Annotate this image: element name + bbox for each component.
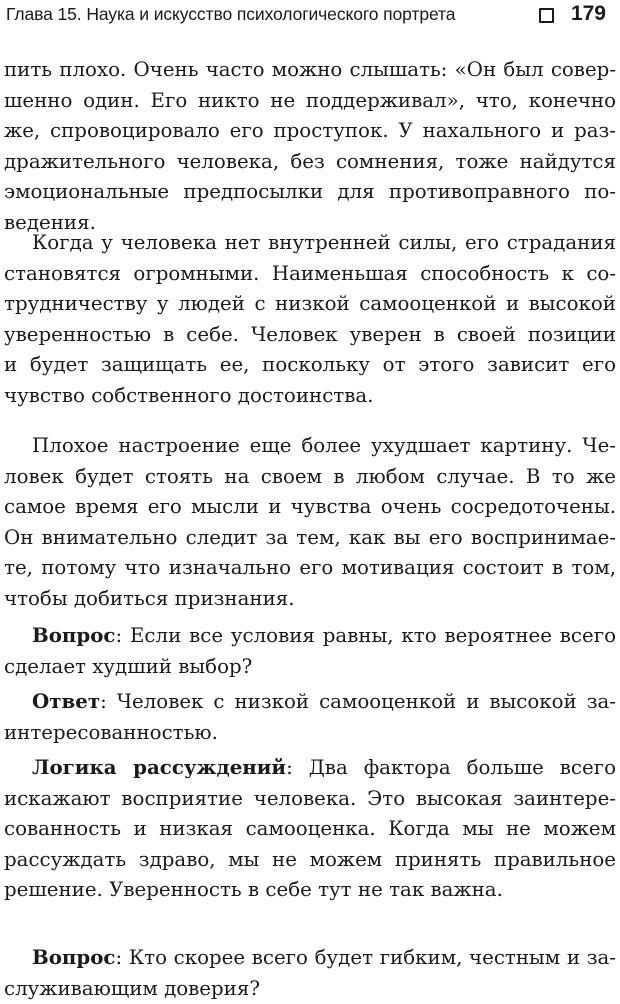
text-line: интересованностью. xyxy=(4,720,218,744)
question-text: : Кто скорее всего будет гибким, честным и за- xyxy=(115,946,616,969)
text-line xyxy=(4,942,616,974)
text-line: трудничеству у людей с низкой самооценкой и высокой xyxy=(4,292,616,316)
text-line: сованность и низкая самооценка. Когда мы не можем xyxy=(4,817,616,841)
question-label: Вопрос xyxy=(32,623,116,647)
text-line: эмоциональные предпосылки для противоправного по- xyxy=(4,180,616,204)
paragraph-continuation xyxy=(4,55,616,239)
text-line: уверенностью в себе. Человек уверен в своей позиции xyxy=(4,322,616,346)
question-text: : Если все условия равны, кто вероятнее всего xyxy=(115,624,616,647)
reasoning-label: Логика рассуждений xyxy=(32,755,287,779)
text-line: искажают восприятие человека. Это высокая заинтере- xyxy=(4,786,616,810)
text-line: рассуждать здраво, мы не можем принять правильное xyxy=(4,847,616,871)
text-line: самое время его мысли и чувства очень сосредоточены. xyxy=(4,495,616,519)
text-line: сделает худший выбор? xyxy=(4,654,253,678)
text-line: ведения. xyxy=(4,210,96,234)
text-line: становятся огромными. Наименьшая способность к со- xyxy=(4,261,616,285)
question-block-2 xyxy=(4,942,616,1004)
text-line: те, потому что изначально его мотивация состоит в том, xyxy=(4,556,616,580)
question-block xyxy=(4,620,616,682)
text-line: же, спровоцировало его проступок. У нахального и раз- xyxy=(4,119,616,143)
text-line: служивающим доверия? xyxy=(4,976,260,1000)
text-line: Плохое настроение еще более ухудшает картину. Че- xyxy=(32,434,616,457)
text-line: решение. Уверенность в себе тут не так важна. xyxy=(4,878,503,902)
text-line xyxy=(4,620,616,652)
text-line: и будет защищать ее, поскольку от этого зависит его xyxy=(4,353,616,377)
answer-text: : Человек с низкой самооценкой и высокой за- xyxy=(100,690,616,713)
running-header xyxy=(4,2,606,30)
paragraph-inner-strength xyxy=(4,228,616,412)
answer-label: Ответ xyxy=(32,689,101,713)
question-label: Вопрос xyxy=(32,945,116,969)
checkbox-square-icon xyxy=(539,8,554,23)
paragraph-bad-mood xyxy=(4,431,616,615)
text-line: шенно один. Его никто не поддерживал», что, конечно xyxy=(4,88,616,112)
text-line: дражительного человека, без сомнения, тоже найдутся xyxy=(4,149,616,173)
reasoning-block xyxy=(4,752,616,906)
reasoning-text: : Два фактора больше всего xyxy=(286,756,616,779)
text-line: Когда у человека нет внутренней силы, его страдания xyxy=(32,231,616,254)
text-line: пить плохо. Очень часто можно слышать: «Он был совер- xyxy=(4,58,616,81)
text-line: чтобы добиться признания. xyxy=(4,586,295,610)
text-line xyxy=(4,752,616,784)
text-line: ловек будет стоять на своем в любом случае. В то же xyxy=(4,464,616,488)
page-number: 179 xyxy=(570,2,606,25)
text-line: Он внимательно следит за тем, как вы его воспринимае- xyxy=(4,525,616,549)
running-title: Глава 15. Наука и искусство психологического портрета xyxy=(6,4,456,24)
answer-block xyxy=(4,686,616,748)
text-line: чувство собственного достоинства. xyxy=(4,383,374,407)
text-line xyxy=(4,686,616,718)
